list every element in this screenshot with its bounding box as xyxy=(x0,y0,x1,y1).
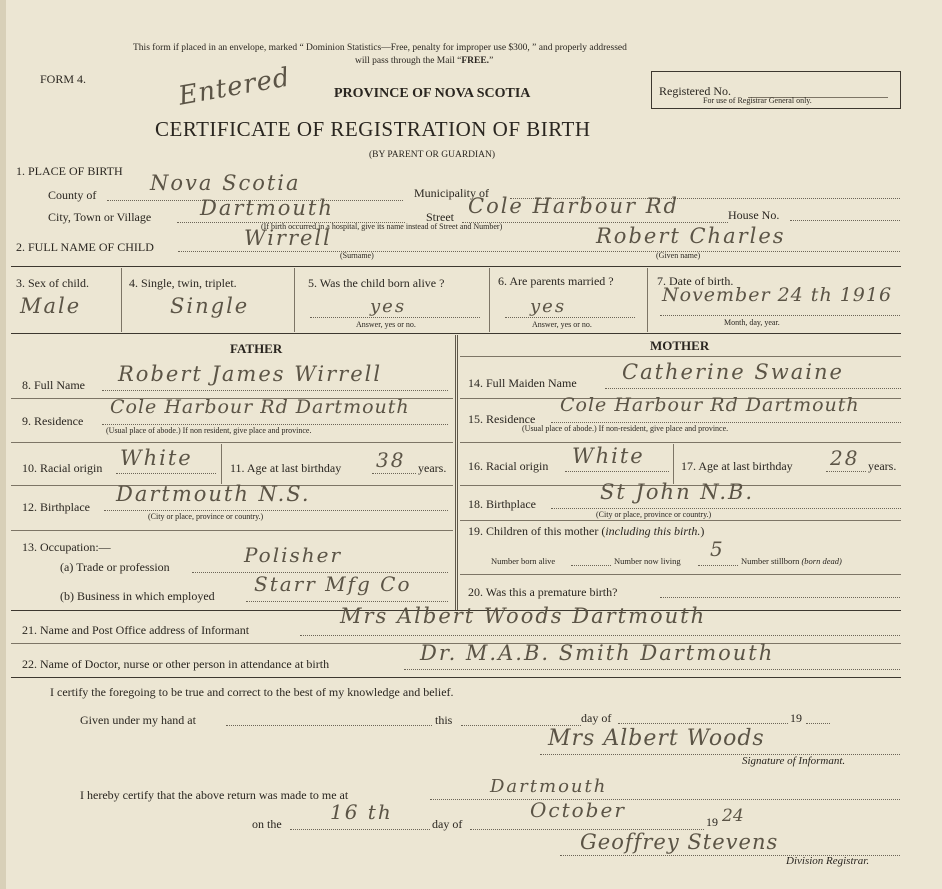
born-alive-count-label: Number born alive xyxy=(491,556,556,566)
registration-place-line xyxy=(430,799,900,800)
date-of-birth-label: 7. Date of birth. xyxy=(657,274,734,288)
father-name-value: Robert James Wirrell xyxy=(118,362,383,386)
now-living-line xyxy=(698,565,738,566)
occupation-label: 13. Occupation:— xyxy=(22,540,111,554)
father-residence-note: (Usual place of abode.) If non resident, give place and province. xyxy=(106,426,312,435)
day-of-label: day of xyxy=(581,711,612,725)
given-under-hand-label: Given under my hand at xyxy=(80,713,196,727)
now-living-label: Number now living xyxy=(614,556,681,566)
father-heading: FATHER xyxy=(230,341,283,356)
informant-value: Mrs Albert Woods Dartmouth xyxy=(340,604,707,628)
registration-month-value: October xyxy=(530,798,626,822)
mother-row-rule-4 xyxy=(460,520,901,521)
father-birthplace-note: (City or place, province or country.) xyxy=(148,512,264,521)
father-racial-label: 10. Racial origin xyxy=(22,461,103,475)
father-residence-line xyxy=(102,424,448,425)
father-birthplace-value: Dartmouth N.S. xyxy=(116,482,311,506)
given-name-caption: (Given name) xyxy=(656,251,701,260)
surname-caption: (Surname) xyxy=(340,251,374,260)
children-label-suffix: ) xyxy=(700,524,705,538)
doctor-line xyxy=(404,669,900,670)
postal-notice-suffix: ” xyxy=(489,56,494,66)
doctor-value: Dr. M.A.B. Smith Dartmouth xyxy=(420,641,775,665)
house-number-label: House No. xyxy=(728,208,780,222)
registered-number-note: For use of Registrar General only. xyxy=(703,96,812,105)
premature-label: 20. Was this a premature birth? xyxy=(468,585,618,599)
mother-age-label: 17. Age at last birthday xyxy=(681,459,793,473)
father-years-label: years. xyxy=(418,461,447,475)
informant-signature-caption: Signature of Informant. xyxy=(742,755,846,767)
mother-row-rule-2 xyxy=(460,442,901,443)
mother-birthplace-note: (City or place, province or country.) xyxy=(596,510,712,519)
father-racial-line xyxy=(116,473,216,474)
father-birthplace-label: 12. Birthplace xyxy=(22,500,90,514)
postal-notice-prefix: will pass through the Mail “ xyxy=(355,56,462,66)
father-residence-value: Cole Harbour Rd Dartmouth xyxy=(110,396,410,418)
business-label: (b) Business in which employed xyxy=(60,589,215,603)
county-value: Nova Scotia xyxy=(150,171,301,195)
father-row-rule-2 xyxy=(11,442,453,443)
given-year-line xyxy=(806,723,830,724)
sex-label: 3. Sex of child. xyxy=(16,276,89,290)
mother-residence-note: (Usual place of abode.) If non-resident, give place and province. xyxy=(522,424,729,433)
father-racial-value: White xyxy=(120,446,193,470)
postal-notice-free: FREE. xyxy=(461,56,490,66)
mother-residence-line xyxy=(551,422,901,423)
registration-day-line xyxy=(290,829,430,830)
child-surname-value: Wirrell xyxy=(244,226,332,250)
date-of-birth-line xyxy=(660,315,900,316)
street-label: Street xyxy=(426,210,454,224)
registration-day-of-label: day of xyxy=(432,817,463,831)
sex-value: Male xyxy=(20,294,82,318)
city-value: Dartmouth xyxy=(200,196,334,220)
registered-number-label: Registered No. xyxy=(659,84,731,98)
mother-heading-rule xyxy=(460,356,901,357)
father-birthplace-line xyxy=(104,510,448,511)
form-number: FORM 4. xyxy=(40,72,87,86)
stillborn-label xyxy=(741,556,842,566)
parents-married-label: 6. Are parents married ? xyxy=(498,274,614,288)
single-twin-value: Single xyxy=(170,294,250,318)
row3-top-rule xyxy=(11,266,901,267)
stillborn-note: (born dead) xyxy=(801,556,842,566)
business-value: Starr Mfg Co xyxy=(254,572,412,596)
mother-racial-label: 16. Racial origin xyxy=(468,459,549,473)
row3-bottom-rule xyxy=(11,333,901,334)
postal-notice-line-2 xyxy=(355,56,493,66)
informant-signature: Mrs Albert Woods xyxy=(548,726,765,751)
child-name-label: 2. FULL NAME OF CHILD xyxy=(16,240,154,254)
born-alive-line xyxy=(310,317,480,318)
born-alive-count-line xyxy=(571,565,611,566)
street-value: Cole Harbour Rd xyxy=(468,194,679,218)
children-label-prefix: 19. Children of this mother ( xyxy=(468,524,606,538)
parents-married-caption: Answer, yes or no. xyxy=(532,320,592,329)
year-prefix-label: 19 xyxy=(790,711,802,725)
registrar-caption: Division Registrar. xyxy=(786,855,870,867)
mother-birthplace-line xyxy=(551,508,901,509)
informant-line xyxy=(300,635,900,636)
father-name-line xyxy=(102,390,448,391)
certify-statement: I certify the foregoing to be true and correct to the best of my knowledge and belief. xyxy=(50,685,454,699)
mother-residence-label: 15. Residence xyxy=(468,412,536,426)
hereby-certify-label: I hereby certify that the above return was made to me at xyxy=(80,788,349,802)
mother-name-value: Catherine Swaine xyxy=(622,360,844,384)
mother-age-value: 28 xyxy=(830,446,860,470)
mother-name-label: 14. Full Maiden Name xyxy=(468,376,577,390)
father-age-divider xyxy=(221,444,222,484)
municipality-label: Municipality of xyxy=(414,186,489,200)
mother-heading: MOTHER xyxy=(650,338,710,353)
mother-age-divider xyxy=(673,444,674,484)
now-living-value: 5 xyxy=(710,537,725,561)
date-of-birth-value: November 24 th 1916 xyxy=(662,284,893,306)
row3-divider-1 xyxy=(121,268,122,332)
mother-birthplace-value: St John N.B. xyxy=(600,480,755,504)
mother-age-line xyxy=(826,471,866,472)
mother-years-label: years. xyxy=(868,459,897,473)
mother-residence-value: Cole Harbour Rd Dartmouth xyxy=(560,394,860,416)
hospital-note: (If birth occurred in a hospital, give its name instead of Street and Number) xyxy=(261,222,503,231)
county-label: County of xyxy=(48,188,97,202)
row3-divider-4 xyxy=(647,268,648,332)
trade-label: (a) Trade or profession xyxy=(60,560,170,574)
certificate-title: CERTIFICATE OF REGISTRATION OF BIRTH xyxy=(155,117,591,141)
born-alive-value: yes xyxy=(370,296,407,317)
single-twin-label: 4. Single, twin, triplet. xyxy=(129,276,237,290)
date-of-birth-caption: Month, day, year. xyxy=(724,318,780,327)
mother-birthplace-label: 18. Birthplace xyxy=(468,497,536,511)
children-label-italic: including this birth. xyxy=(605,524,701,538)
father-name-label: 8. Full Name xyxy=(22,378,85,392)
certification-top-rule xyxy=(11,677,901,678)
row3-divider-3 xyxy=(489,268,490,332)
page-edge xyxy=(0,0,6,889)
doctor-label: 22. Name of Doctor, nurse or other person in attendance at birth xyxy=(22,657,330,671)
father-age-line xyxy=(372,473,416,474)
row3-divider-2 xyxy=(294,268,295,332)
city-label: City, Town or Village xyxy=(48,210,152,224)
province-heading: PROVINCE OF NOVA SCOTIA xyxy=(334,86,531,101)
house-number-line xyxy=(790,220,900,221)
this-label: this xyxy=(435,713,453,727)
father-age-value: 38 xyxy=(376,448,406,472)
parents-married-value: yes xyxy=(530,296,567,317)
child-name-line xyxy=(178,251,900,252)
children-label xyxy=(468,524,704,539)
informant-signature-line xyxy=(540,754,900,755)
father-age-label: 11. Age at last birthday xyxy=(230,461,342,475)
child-given-name-value: Robert Charles xyxy=(596,224,786,248)
registration-day-value: 16 th xyxy=(330,800,393,824)
parents-divider xyxy=(455,335,458,611)
given-place-line xyxy=(226,725,432,726)
parents-married-line xyxy=(505,317,635,318)
given-month-line xyxy=(618,723,788,724)
informant-label: 21. Name and Post Office address of Informant xyxy=(22,623,250,637)
father-row-rule-4 xyxy=(11,530,453,531)
mother-racial-value: White xyxy=(572,444,645,468)
postal-notice-line-1: This form if placed in an envelope, marked “ Dominion Statistics—Free, penalty for improper use $300, ” and properly addressed xyxy=(133,43,627,53)
mother-racial-line xyxy=(565,471,669,472)
stillborn-label-text: Number stillborn xyxy=(741,556,800,566)
premature-line xyxy=(660,597,900,598)
born-alive-caption: Answer, yes or no. xyxy=(356,320,416,329)
entered-stamp: Entered xyxy=(176,62,293,112)
business-line xyxy=(246,601,448,602)
mother-name-line xyxy=(605,388,901,389)
on-the-label: on the xyxy=(252,817,282,831)
certificate-subtitle: (BY PARENT OR GUARDIAN) xyxy=(369,150,496,160)
registration-year-prefix: 19 xyxy=(706,815,718,829)
registration-place-value: Dartmouth xyxy=(490,776,608,797)
father-residence-label: 9. Residence xyxy=(22,414,84,428)
registrar-signature: Geoffrey Stevens xyxy=(580,830,779,854)
mother-row-rule-5 xyxy=(460,574,901,575)
born-alive-label: 5. Was the child born alive ? xyxy=(308,276,445,290)
trade-value: Polisher xyxy=(244,543,343,567)
registration-year-value: 24 xyxy=(722,806,744,826)
place-of-birth-label: 1. PLACE OF BIRTH xyxy=(16,164,123,178)
